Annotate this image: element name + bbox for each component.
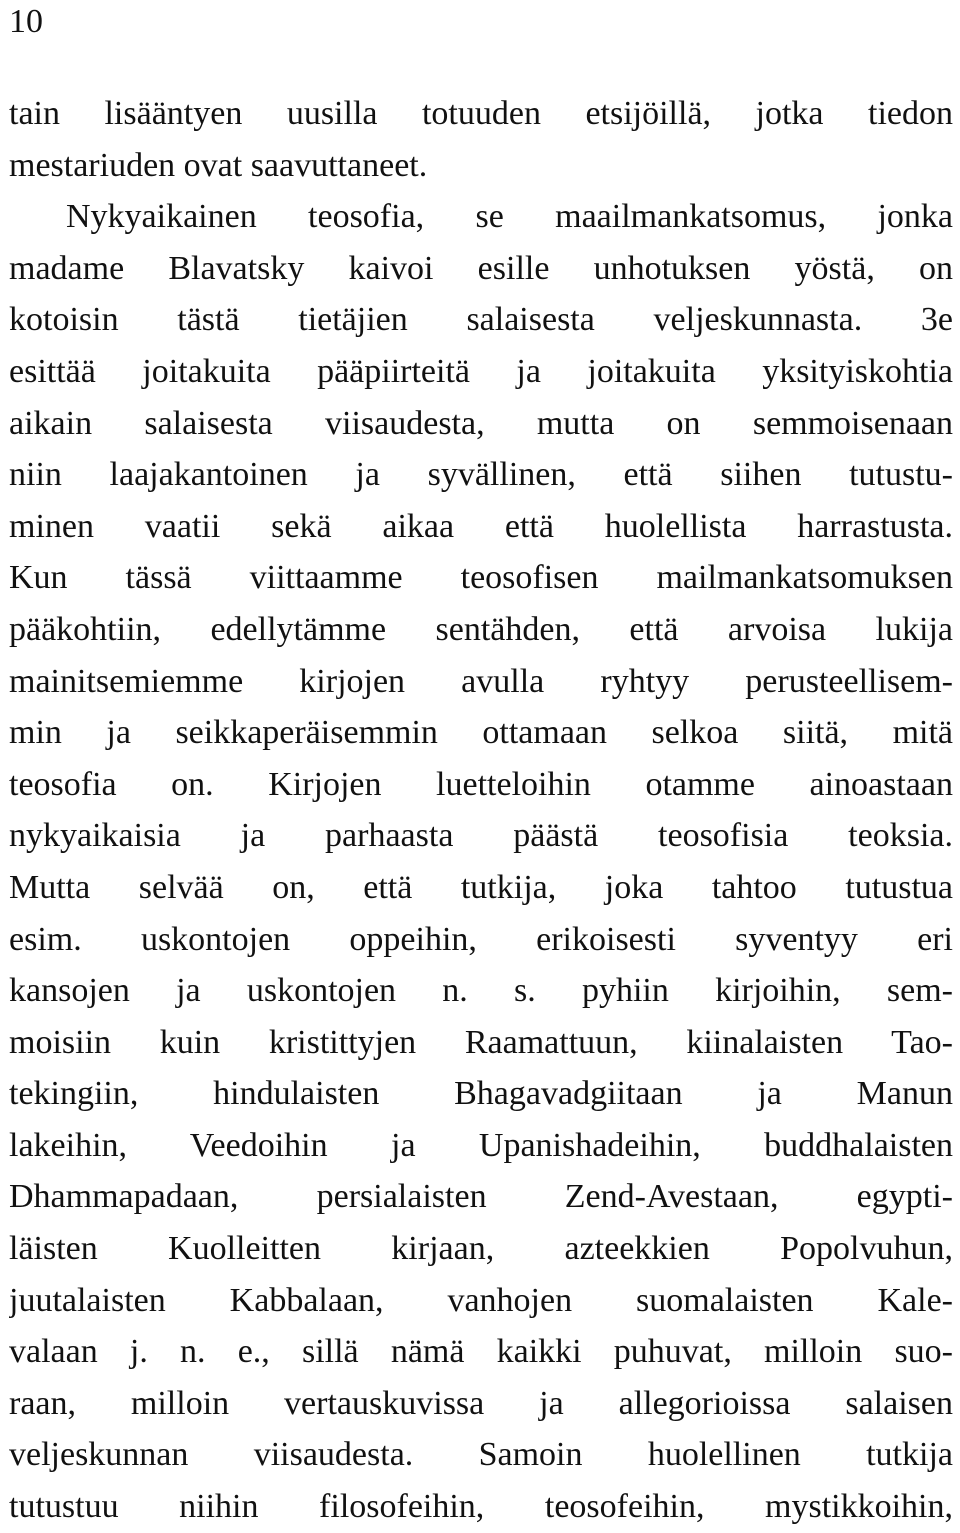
- body-text: [9, 88, 953, 1533]
- text-line: aikain salaisesta viisaudesta, mutta on semmoisenaan: [9, 404, 953, 442]
- text-line: tekingiin, hindulaisten Bhagavadgiitaan ja Manun: [9, 1075, 953, 1113]
- text-line: minen vaatii sekä aikaa että huolellista harrastusta.: [9, 507, 953, 545]
- text-line: veljeskunnan viisaudesta. Samoin huolellinen tutkija: [9, 1436, 953, 1474]
- text-line: juutalaisten Kabbalaan, vanhojen suomalaisten Kale-: [9, 1281, 953, 1319]
- text-line: pääkohtiin, edellytämme sentähden, että arvoisa lukija: [9, 610, 953, 648]
- text-line: niin laajakantoinen ja syvällinen, että siihen tutustu-: [9, 456, 953, 494]
- page-number: 10: [9, 3, 43, 40]
- text-line: tain lisääntyen uusilla totuuden etsijöillä, jotka tiedon: [9, 95, 953, 132]
- text-line: esittää joitakuita pääpiirteitä ja joitakuita yksityiskohtia: [9, 352, 953, 390]
- text-line: min ja seikkaperäisemmin ottamaan selkoa siitä, mitä: [9, 714, 953, 752]
- text-line: Mutta selvää on, että tutkija, joka tahtoo tutustua: [9, 868, 953, 906]
- text-line: tutustuu niihin filosofeihin, teosofeihin, mystikkoihin,: [9, 1488, 953, 1526]
- text-line: Kun tässä viittaamme teosofisen mailmankatsomuksen: [9, 559, 953, 597]
- text-line: Nykyaikainen teosofia, se maailmankatsomus, jonka: [66, 198, 953, 236]
- text-line: mestariuden ovat saavuttaneet.: [9, 146, 428, 184]
- text-line: raan, milloin vertauskuvissa ja allegorioissa salaisen: [9, 1384, 953, 1422]
- text-line: madame Blavatsky kaivoi esille unhotuksen yöstä, on: [9, 249, 953, 287]
- text-line: mainitsemiemme kirjojen avulla ryhtyy perusteellisem-: [9, 662, 953, 700]
- text-line: moisiin kuin kristittyjen Raamattuun, kiinalaisten Tao-: [9, 1023, 953, 1061]
- text-line: teosofia on. Kirjojen luetteloihin otamme ainoastaan: [9, 765, 953, 803]
- text-line: lakeihin, Veedoihin ja Upanishadeihin, buddhalaisten: [9, 1126, 953, 1164]
- text-line: nykyaikaisia ja parhaasta päästä teosofisia teoksia.: [9, 817, 953, 855]
- text-line: esim. uskontojen oppeihin, erikoisesti syventyy eri: [9, 920, 953, 958]
- text-line: kotoisin tästä tietäjien salaisesta veljeskunnasta. 3e: [9, 301, 953, 339]
- text-line: Dhammapadaan, persialaisten Zend-Avestaan, egypti-: [9, 1178, 953, 1216]
- text-line: valaan j. n. e., sillä nämä kaikki puhuvat, milloin suo-: [9, 1333, 953, 1371]
- text-line: kansojen ja uskontojen n. s. pyhiin kirjoihin, sem-: [9, 972, 953, 1010]
- text-line: läisten Kuolleitten kirjaan, azteekkien Popolvuhun,: [9, 1230, 953, 1268]
